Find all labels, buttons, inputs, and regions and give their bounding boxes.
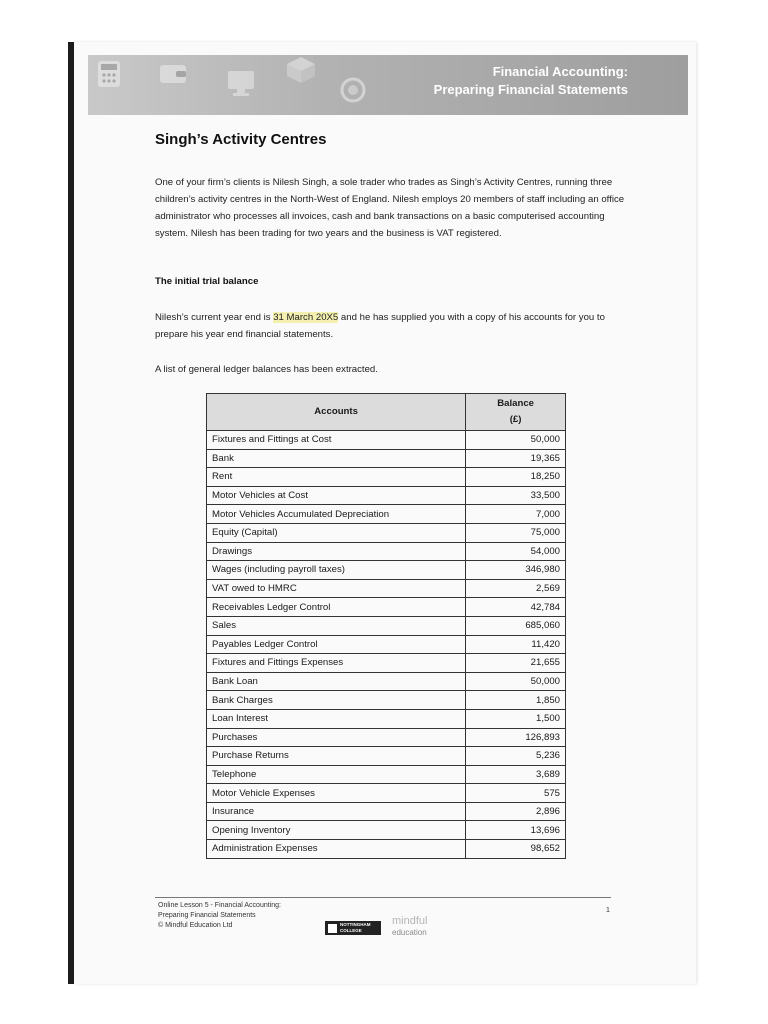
- account-name-cell: VAT owed to HMRC: [207, 579, 466, 598]
- account-name-cell: Drawings: [207, 542, 466, 561]
- document-title: Singh’s Activity Centres: [155, 131, 327, 148]
- table-row: [207, 616, 566, 635]
- account-name-cell: Loan Interest: [207, 709, 466, 728]
- account-name-cell: Bank Charges: [207, 691, 466, 710]
- table-header-row: [207, 394, 566, 431]
- mindful-logo-word: mindful: [392, 915, 428, 927]
- year-end-text-end: and he has supplied you with a copy of his accounts for you to prepare his year end financial statements.: [155, 312, 605, 340]
- table-row: [207, 505, 566, 524]
- balance-cell: 50,000: [466, 672, 566, 691]
- table-row: [207, 709, 566, 728]
- year-end-text-start: Nilesh’s current year end is: [155, 312, 274, 323]
- account-name-cell: Fixtures and Fittings Expenses: [207, 654, 466, 673]
- banner-title-line2: Preparing Financial Statements: [433, 82, 628, 97]
- account-name-cell: Receivables Ledger Control: [207, 598, 466, 617]
- balance-cell: 2,896: [466, 802, 566, 821]
- account-name-cell: Purchase Returns: [207, 747, 466, 766]
- college-logo-text-line1: NOTTINGHAM: [340, 922, 371, 927]
- header-banner: [88, 55, 688, 115]
- college-logo-text-line2: COLLEGE: [340, 928, 362, 933]
- education-logo-word: education: [392, 928, 427, 937]
- footer-copyright: © Mindful Education Ltd: [158, 922, 233, 929]
- intro-paragraph: One of your firm’s clients is Nilesh Singh, a sole trader who trades as Singh’s Activity Centres, running three children’s activity centres in the North-West of England. Nilesh employs 20 members of staff including an office administrator who processes all invoices, cash and bank transactions on a basic computerised accounting system. Nilesh has been trading for two years and the business is VAT registered.: [155, 177, 625, 239]
- account-name-cell: Motor Vehicle Expenses: [207, 784, 466, 803]
- table-row: [207, 691, 566, 710]
- account-name-cell: Bank Loan: [207, 672, 466, 691]
- account-name-cell: Telephone: [207, 765, 466, 784]
- table-row: [207, 728, 566, 747]
- college-logo-mark: [328, 924, 337, 933]
- accounts-column-header: Accounts: [207, 394, 466, 431]
- balance-cell: 11,420: [466, 635, 566, 654]
- balance-cell: 50,000: [466, 431, 566, 450]
- balance-header-unit: (£): [509, 414, 522, 425]
- mindful-education-logo: [392, 916, 427, 938]
- balance-cell: 13,696: [466, 821, 566, 840]
- monitor-icon: [226, 69, 256, 97]
- balance-cell: 126,893: [466, 728, 566, 747]
- balance-cell: 19,365: [466, 449, 566, 468]
- list-intro-paragraph: A list of general ledger balances has been extracted.: [155, 364, 378, 375]
- balance-cell: 21,655: [466, 654, 566, 673]
- account-name-cell: Purchases: [207, 728, 466, 747]
- nottingham-college-logo: [325, 921, 381, 935]
- balance-cell: 7,000: [466, 505, 566, 524]
- balance-cell: 33,500: [466, 486, 566, 505]
- account-name-cell: Motor Vehicles Accumulated Depreciation: [207, 505, 466, 524]
- page-number: 1: [606, 907, 610, 914]
- table-body: [207, 431, 566, 859]
- table-row: [207, 598, 566, 617]
- account-name-cell: Motor Vehicles at Cost: [207, 486, 466, 505]
- table-row: [207, 542, 566, 561]
- footer-divider: [155, 897, 611, 898]
- highlighted-year-end-date: 31 March 20X5: [273, 312, 339, 323]
- balance-cell: 1,500: [466, 709, 566, 728]
- balance-cell: 42,784: [466, 598, 566, 617]
- section-heading: The initial trial balance: [155, 276, 259, 287]
- wallet-icon: [158, 61, 188, 85]
- balance-cell: 346,980: [466, 561, 566, 580]
- account-name-cell: Insurance: [207, 802, 466, 821]
- table-row: [207, 579, 566, 598]
- table-row: [207, 468, 566, 487]
- table-row: [207, 431, 566, 450]
- account-name-cell: Wages (including payroll taxes): [207, 561, 466, 580]
- account-name-cell: Opening Inventory: [207, 821, 466, 840]
- banner-title: [434, 63, 628, 99]
- account-name-cell: Payables Ledger Control: [207, 635, 466, 654]
- banner-title-line1: Financial Accounting:: [492, 64, 628, 79]
- footer-lesson-line: Online Lesson 5 - Financial Accounting:: [158, 902, 281, 909]
- table-row: [207, 486, 566, 505]
- footer-text: [158, 901, 281, 931]
- table-row: [207, 672, 566, 691]
- account-name-cell: Fixtures and Fittings at Cost: [207, 431, 466, 450]
- account-name-cell: Sales: [207, 616, 466, 635]
- balance-cell: 575: [466, 784, 566, 803]
- balance-cell: 685,060: [466, 616, 566, 635]
- table-row: [207, 765, 566, 784]
- footer-course-line: Preparing Financial Statements: [158, 912, 256, 919]
- balance-cell: 18,250: [466, 468, 566, 487]
- table-row: [207, 449, 566, 468]
- table-row: [207, 523, 566, 542]
- coin-icon: [340, 77, 366, 103]
- balance-cell: 98,652: [466, 840, 566, 859]
- ledger-balances-table: [206, 393, 566, 859]
- table-row: [207, 561, 566, 580]
- balance-cell: 2,569: [466, 579, 566, 598]
- account-name-cell: Administration Expenses: [207, 840, 466, 859]
- account-name-cell: Rent: [207, 468, 466, 487]
- account-name-cell: Bank: [207, 449, 466, 468]
- table-row: [207, 821, 566, 840]
- balance-header-label: Balance: [497, 398, 534, 409]
- balance-cell: 75,000: [466, 523, 566, 542]
- balance-cell: 5,236: [466, 747, 566, 766]
- balance-cell: 54,000: [466, 542, 566, 561]
- account-name-cell: Equity (Capital): [207, 523, 466, 542]
- cube-icon: [284, 55, 318, 85]
- balance-cell: 3,689: [466, 765, 566, 784]
- table-row: [207, 654, 566, 673]
- table-row: [207, 784, 566, 803]
- balance-cell: 1,850: [466, 691, 566, 710]
- table-row: [207, 635, 566, 654]
- balance-column-header: [466, 394, 566, 431]
- table-row: [207, 802, 566, 821]
- calculator-icon: [96, 59, 122, 89]
- table-row: [207, 747, 566, 766]
- table-row: [207, 840, 566, 859]
- year-end-paragraph: [155, 309, 625, 343]
